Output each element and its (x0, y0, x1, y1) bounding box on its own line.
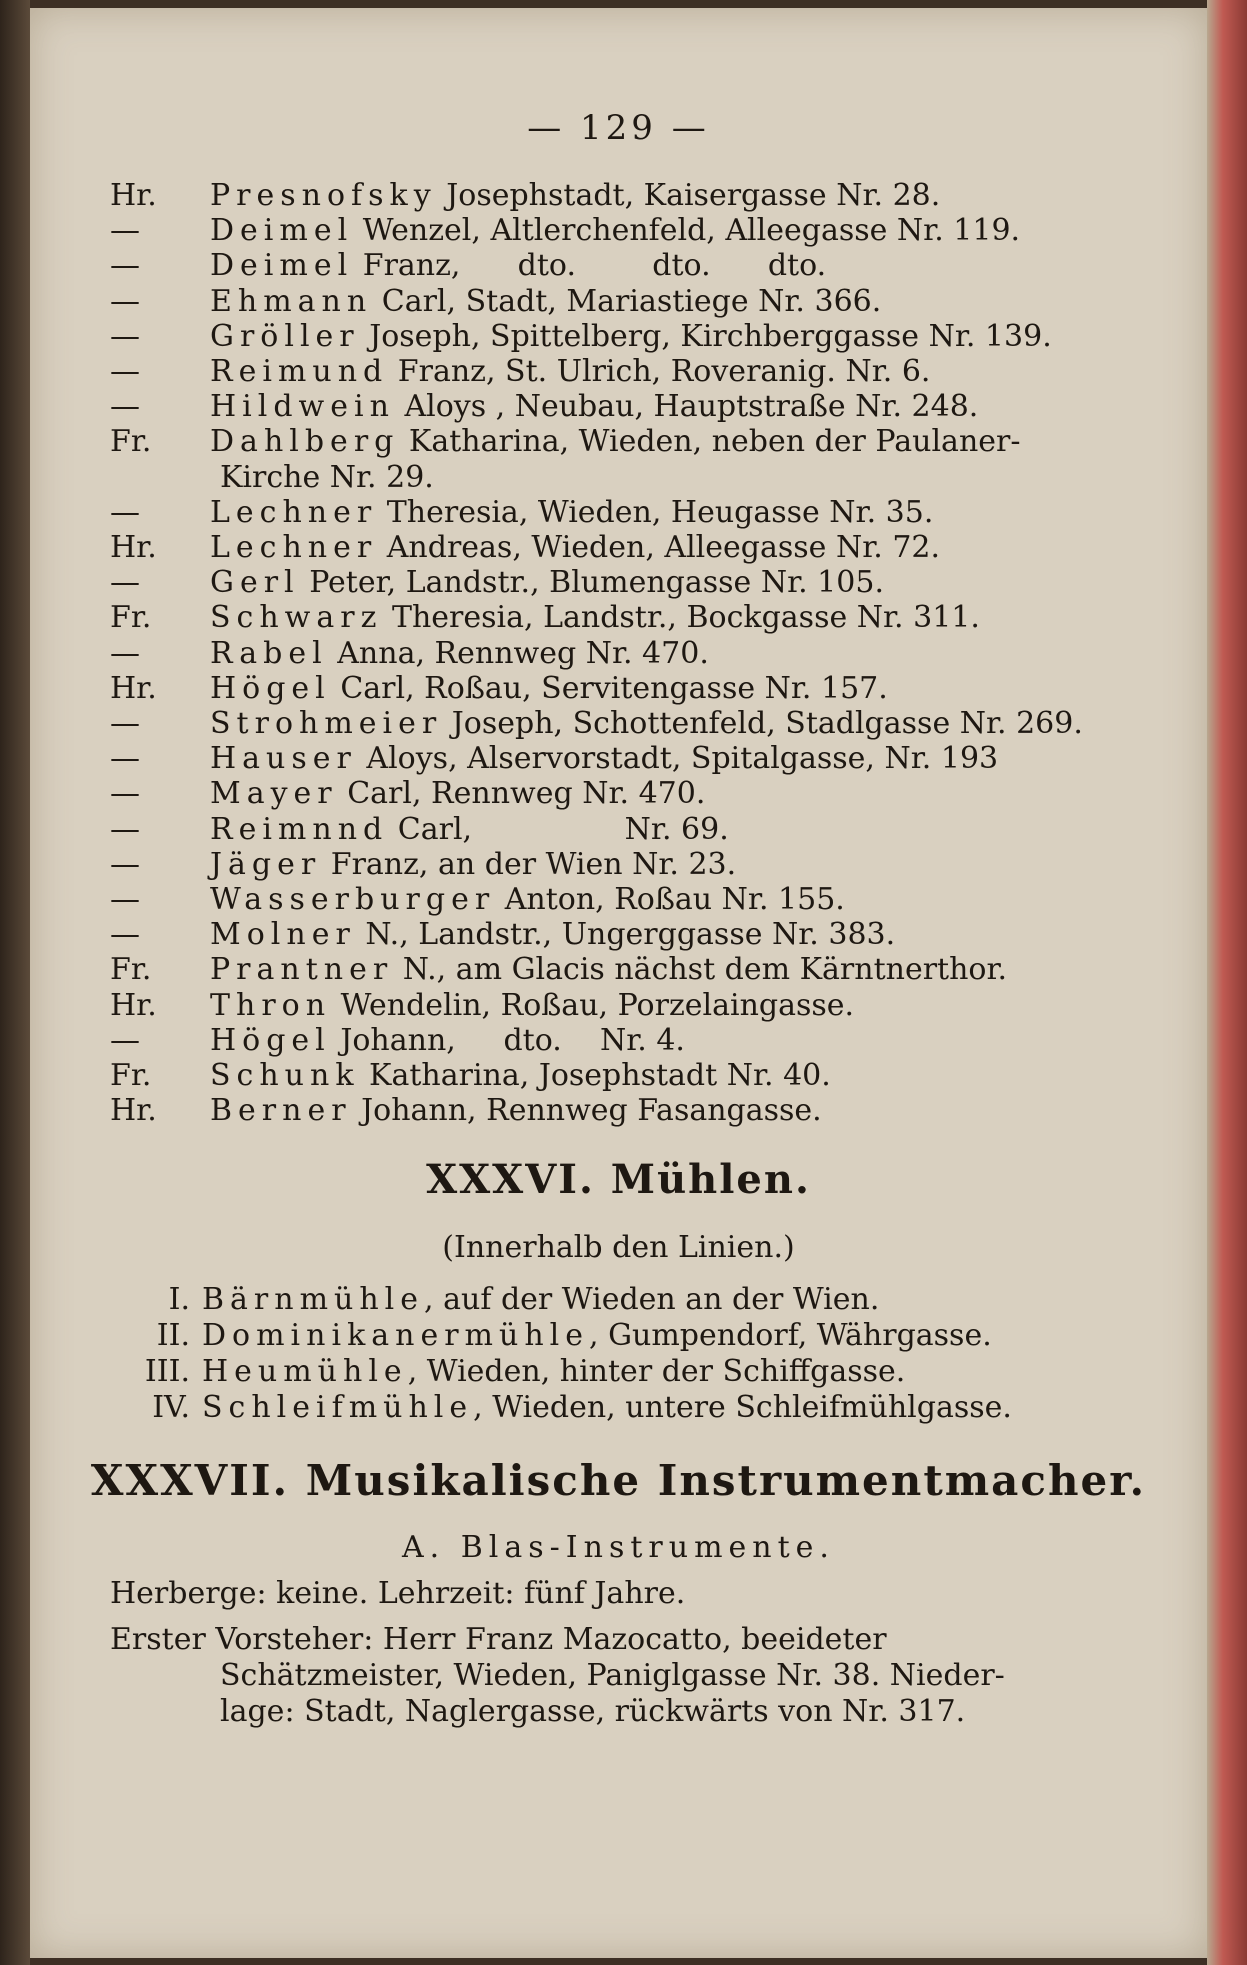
mill-name: Bärnmühle (202, 1282, 425, 1317)
entry-details: Joseph, Schottenfeld, Stadlgasse Nr. 269. (451, 706, 1083, 741)
entry-details: Anna, Rennweg Nr. 470. (337, 635, 709, 671)
entry-surname: Prantner (210, 952, 394, 988)
entry-surname: Reimund (210, 354, 389, 389)
entry-surname: Dahlberg (210, 424, 400, 460)
page-edge-red (1207, 0, 1247, 1965)
entry-details: Johann, dto. Nr. 4. (340, 1022, 685, 1058)
mill-name: Heumühle (202, 1354, 408, 1389)
mill-item (110, 1318, 992, 1354)
entry-details: Carl, Roßau, Servitengasse Nr. 157. (340, 670, 888, 706)
entry-prefix: — (110, 248, 140, 284)
entry-row (110, 1093, 1150, 1129)
entry-details: Wenzel, Altlerchenfeld, Alleegasse Nr. 119. (362, 213, 1021, 249)
entry-prefix: Hr. (110, 178, 157, 213)
entry-row (110, 284, 1150, 320)
entry-prefix: — (110, 213, 140, 249)
entry-surname: Rabel (210, 635, 328, 671)
entry-details: Josephstadt, Kaisergasse Nr. 28. (446, 178, 941, 213)
book-page (30, 8, 1207, 1958)
entry-row (110, 882, 1150, 918)
entry-details: Carl, Rennweg Nr. 470. (347, 776, 706, 812)
entry-prefix: — (110, 776, 140, 812)
entry-details: Theresia, Wieden, Heugasse Nr. 35. (386, 494, 934, 530)
entry-details: Carl, Nr. 69. (397, 811, 729, 847)
entry-prefix: Hr. (110, 987, 157, 1023)
entry-details: Franz, dto. dto. dto. (362, 248, 827, 284)
entry-row (110, 495, 1150, 531)
book-spine-edge (0, 0, 30, 1965)
entry-details: Franz, an der Wien Nr. 23. (330, 846, 737, 882)
mill-location: , auf der Wieden an der Wien. (424, 1282, 880, 1317)
entry-details: Joseph, Spittelberg, Kirchberggasse Nr. 139. (369, 318, 1052, 354)
entry-surname: Högel (210, 670, 331, 706)
entry-prefix: Fr. (110, 952, 152, 988)
entry-details: Aloys, Alservorstadt, Spitalgasse, Nr. 193 (366, 741, 999, 777)
entry-prefix: — (110, 706, 140, 741)
entry-details: Franz, St. Ulrich, Roveranig. Nr. 6. (397, 354, 931, 389)
entry-details: Anton, Roßau Nr. 155. (504, 882, 845, 917)
entry-surname: Deimel (210, 213, 354, 249)
entry-continuation: Kirche Nr. 29. (220, 459, 434, 495)
entry-row (110, 319, 1150, 355)
entry-surname: Gröller (210, 318, 360, 354)
entry-details: Andreas, Wieden, Alleegasse Nr. 72. (386, 530, 941, 565)
entry-prefix: — (110, 917, 140, 953)
entry-prefix: — (110, 741, 140, 777)
entry-details: Carl, Stadt, Mariastiege Nr. 366. (381, 283, 882, 319)
mill-item (110, 1390, 1012, 1426)
mill-number: II. (156, 1318, 190, 1353)
entry-surname: Thron (210, 987, 332, 1023)
entry-surname: Molner (210, 917, 356, 953)
entry-surname: Högel (210, 1022, 331, 1058)
vorsteher-line-1: Erster Vorsteher: Herr Franz Mazocatto, beeideter (110, 1622, 887, 1657)
entry-row (110, 741, 1150, 777)
page-number: — 129 — (527, 108, 710, 148)
entry-surname: Lechner (210, 530, 378, 565)
section-36-title: XXXVI. Mühlen. (426, 1156, 811, 1203)
entry-details: Wendelin, Roßau, Porzelaingasse. (340, 987, 855, 1023)
entry-row (110, 213, 1150, 249)
entry-prefix: Hr. (110, 1093, 157, 1129)
section-36-subtitle: (Innerhalb den Linien.) (442, 1230, 795, 1265)
entry-surname: Hildwein (210, 389, 395, 425)
entry-details: Theresia, Landstr., Bockgasse Nr. 311. (391, 600, 980, 636)
entry-row (110, 776, 1150, 812)
entry-surname: Gerl (210, 565, 300, 601)
entry-prefix: — (110, 882, 140, 917)
entry-surname: Schwarz (210, 600, 383, 636)
entry-prefix: Fr. (110, 600, 152, 636)
mill-name: Dominikanermühle (202, 1318, 589, 1353)
section-37-title: XXXVII. Musikalische Instrumentmacher. (90, 1456, 1147, 1505)
entry-row (110, 917, 1150, 953)
entry-details: Johann, Rennweg Fasangasse. (361, 1093, 822, 1129)
entry-row (110, 706, 1150, 742)
entry-row (110, 354, 1150, 390)
entry-prefix: — (110, 1022, 140, 1058)
entry-surname: Wasserburger (210, 882, 496, 917)
entry-surname: Lechner (210, 494, 378, 530)
entry-row (110, 847, 1150, 883)
entry-details: N., Landstr., Ungerggasse Nr. 383. (365, 917, 896, 953)
entry-prefix: Fr. (110, 424, 152, 460)
entry-details: Peter, Landstr., Blumengasse Nr. 105. (309, 565, 884, 601)
mill-number: I. (168, 1282, 190, 1317)
mill-name: Schleifmühle (202, 1390, 474, 1425)
entry-row (110, 424, 1150, 460)
vorsteher-line-2: Schätzmeister, Wieden, Paniglgasse Nr. 38. Nieder- (220, 1658, 1005, 1693)
herberge-line: Herberge: keine. Lehrzeit: fünf Jahre. (110, 1576, 686, 1611)
entry-surname: Deimel (210, 248, 354, 284)
entry-prefix: — (110, 846, 140, 882)
entry-row (110, 248, 1150, 284)
entry-surname: Ehmann (210, 283, 373, 319)
entry-surname: Hauser (210, 741, 357, 777)
entry-row (110, 565, 1150, 601)
entry-row (110, 636, 1150, 672)
vorsteher-line-3: lage: Stadt, Naglergasse, rückwärts von Nr. 317. (220, 1694, 966, 1729)
entry-prefix: — (110, 811, 140, 847)
entry-prefix: Fr. (110, 1058, 152, 1093)
entry-prefix: — (110, 565, 140, 601)
entry-prefix: Hr. (110, 670, 157, 706)
entry-prefix: — (110, 283, 140, 319)
entry-surname: Mayer (210, 776, 338, 812)
mill-item (110, 1354, 905, 1390)
entry-row (110, 952, 1150, 988)
entry-row (110, 530, 1150, 566)
entry-prefix: Hr. (110, 530, 157, 565)
entry-row (110, 600, 1150, 636)
mill-number: IV. (152, 1390, 190, 1425)
entry-row (110, 178, 1150, 214)
entry-row (220, 460, 434, 496)
entry-details: Aloys , Neubau, Hauptstraße Nr. 248. (404, 389, 979, 425)
entry-surname: Berner (210, 1093, 352, 1129)
mill-number: III. (144, 1354, 190, 1389)
entry-row (110, 812, 1150, 848)
entry-prefix: — (110, 494, 140, 530)
entry-prefix: — (110, 389, 140, 425)
entry-surname: Jäger (210, 846, 322, 882)
entry-row (110, 988, 1150, 1024)
entry-surname: Strohmeier (210, 706, 443, 741)
mill-location: , Gumpendorf, Währgasse. (589, 1318, 992, 1353)
entry-details: Katharina, Josephstadt Nr. 40. (369, 1058, 831, 1093)
entry-row (110, 1058, 1150, 1094)
mill-location: , Wieden, hinter der Schiffgasse. (407, 1354, 906, 1389)
entry-prefix: — (110, 635, 140, 671)
entry-surname: Reimnnd (210, 811, 389, 847)
entry-row (110, 389, 1150, 425)
section-37-subtitle: A. Blas-Instrumente. (402, 1530, 835, 1565)
entry-row (110, 671, 1150, 707)
entry-details: Katharina, Wieden, neben der Paulaner- (408, 424, 1021, 460)
mill-item (110, 1282, 879, 1318)
entry-prefix: — (110, 354, 140, 389)
mill-location: , Wieden, untere Schleifmühlgasse. (473, 1390, 1012, 1425)
entry-surname: Schunk (210, 1058, 360, 1093)
entry-prefix: — (110, 318, 140, 354)
entry-details: N., am Glacis nächst dem Kärntnerthor. (402, 952, 1008, 988)
entry-surname: Presnofsky (210, 178, 437, 213)
entry-row (110, 1023, 1150, 1059)
